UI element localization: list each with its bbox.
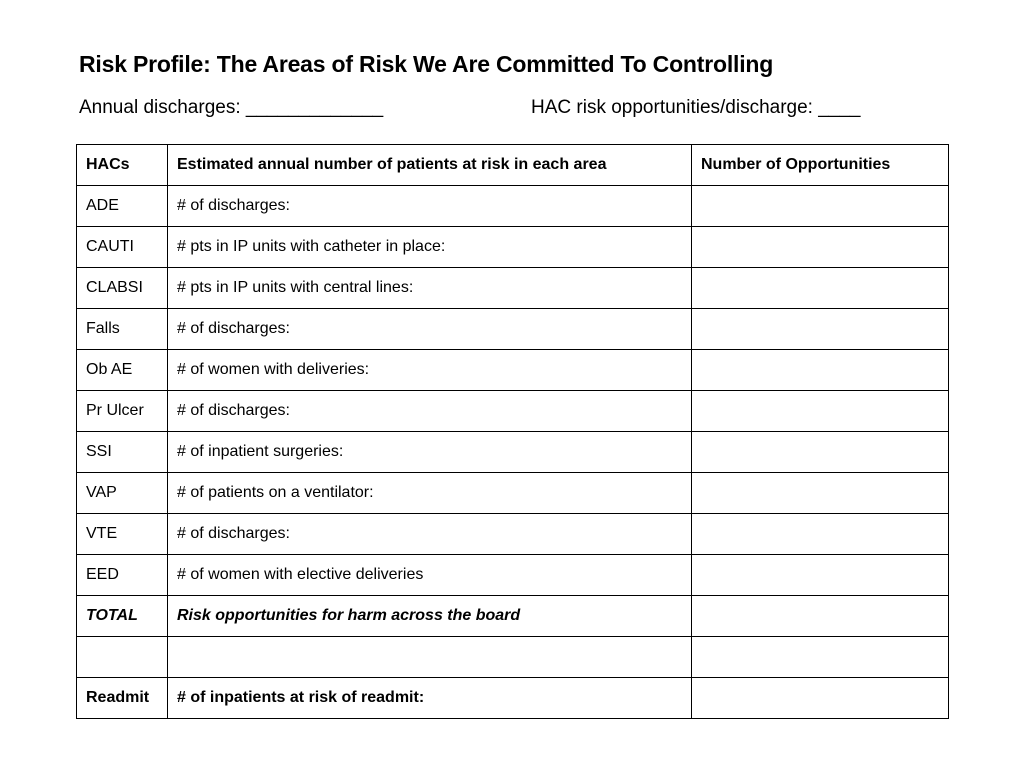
- table-row: [77, 555, 949, 596]
- hac-risk-opportunities-label: HAC risk opportunities/discharge: ____: [531, 97, 861, 118]
- blank-row: [77, 637, 949, 678]
- header-number-of-opportunities: Number of Opportunities: [692, 145, 949, 186]
- opportunities-cell[interactable]: [692, 186, 949, 227]
- hac-cell: Falls: [77, 309, 168, 350]
- opportunities-cell[interactable]: [692, 391, 949, 432]
- table-row: [77, 186, 949, 227]
- hac-cell: Pr Ulcer: [77, 391, 168, 432]
- estimate-cell: # of discharges:: [168, 391, 692, 432]
- estimate-cell: # of discharges:: [168, 309, 692, 350]
- total-description-cell: Risk opportunities for harm across the board: [168, 596, 692, 637]
- opportunities-cell[interactable]: [692, 432, 949, 473]
- header-estimated-patients: Estimated annual number of patients at risk in each area: [168, 145, 692, 186]
- estimate-cell: # of women with elective deliveries: [168, 555, 692, 596]
- readmit-description-cell: # of inpatients at risk of readmit:: [168, 678, 692, 719]
- estimate-cell: # of discharges:: [168, 514, 692, 555]
- readmit-row: [77, 678, 949, 719]
- hac-cell: VTE: [77, 514, 168, 555]
- table-row: [77, 350, 949, 391]
- header-hacs: HACs: [77, 145, 168, 186]
- total-label-cell: TOTAL: [77, 596, 168, 637]
- opportunities-cell[interactable]: [692, 227, 949, 268]
- hac-cell: ADE: [77, 186, 168, 227]
- estimate-cell: # pts in IP units with central lines:: [168, 268, 692, 309]
- opportunities-cell[interactable]: [692, 268, 949, 309]
- hac-cell: Ob AE: [77, 350, 168, 391]
- table-row: [77, 309, 949, 350]
- table-row: [77, 514, 949, 555]
- readmit-label-cell: Readmit: [77, 678, 168, 719]
- page-title: Risk Profile: The Areas of Risk We Are Committed To Controlling: [79, 51, 774, 77]
- hac-cell: SSI: [77, 432, 168, 473]
- blank-cell[interactable]: [77, 637, 168, 678]
- estimate-cell: # of patients on a ventilator:: [168, 473, 692, 514]
- annual-discharges-label: Annual discharges: _____________: [79, 97, 384, 118]
- estimate-cell: # of discharges:: [168, 186, 692, 227]
- blank-cell[interactable]: [692, 637, 949, 678]
- table-row: [77, 268, 949, 309]
- blank-cell[interactable]: [168, 637, 692, 678]
- estimate-cell: # of inpatient surgeries:: [168, 432, 692, 473]
- opportunities-cell[interactable]: [692, 555, 949, 596]
- opportunities-cell[interactable]: [692, 514, 949, 555]
- risk-profile-table: [76, 144, 949, 719]
- hac-cell: VAP: [77, 473, 168, 514]
- hac-cell: CLABSI: [77, 268, 168, 309]
- table-row: [77, 473, 949, 514]
- opportunities-cell[interactable]: [692, 350, 949, 391]
- hac-cell: CAUTI: [77, 227, 168, 268]
- table-header-row: [77, 145, 949, 186]
- readmit-opportunities-cell[interactable]: [692, 678, 949, 719]
- estimate-cell: # pts in IP units with catheter in place:: [168, 227, 692, 268]
- table-row: [77, 432, 949, 473]
- table-row: [77, 391, 949, 432]
- hac-cell: EED: [77, 555, 168, 596]
- table-row: [77, 227, 949, 268]
- opportunities-cell[interactable]: [692, 473, 949, 514]
- opportunities-cell[interactable]: [692, 309, 949, 350]
- total-opportunities-cell[interactable]: [692, 596, 949, 637]
- total-row: [77, 596, 949, 637]
- estimate-cell: # of women with deliveries:: [168, 350, 692, 391]
